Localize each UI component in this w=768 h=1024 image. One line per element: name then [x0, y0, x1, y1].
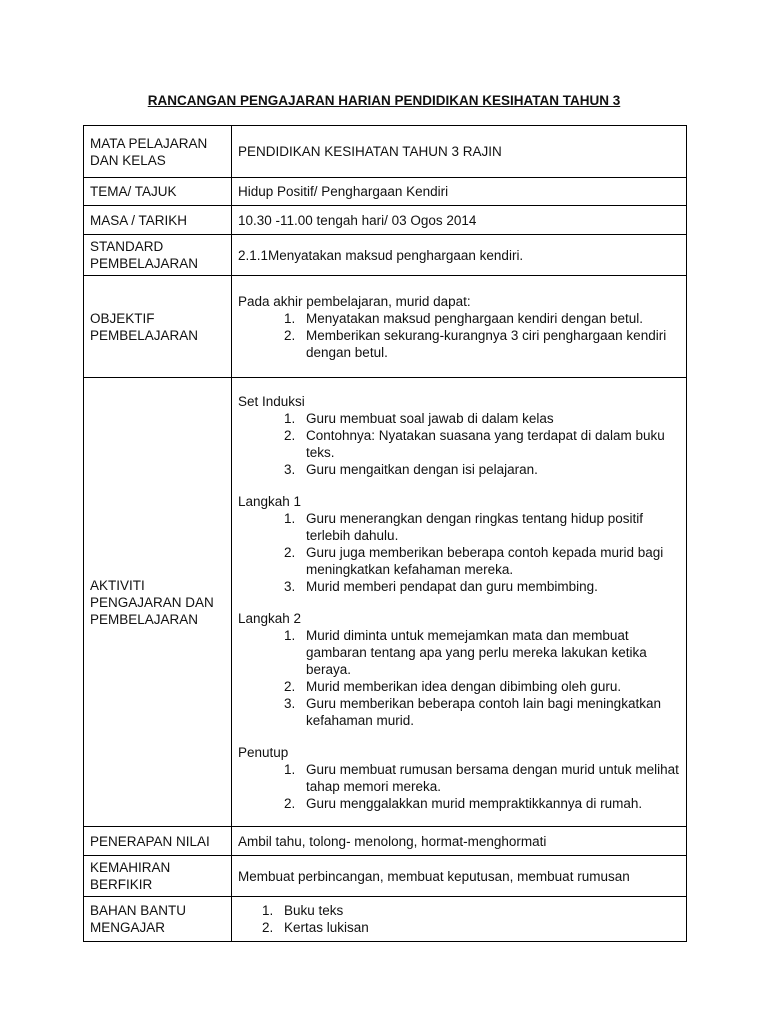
row-bahan	[84, 897, 687, 942]
list-item: Murid diminta untuk memejamkan mata dan membuat gambaran tentang apa yang perlu mereka lakukan ketika beraya.	[306, 627, 647, 677]
list-item: Guru memberikan beberapa contoh lain bagi meningkatkan kefahaman murid.	[306, 695, 661, 728]
section-langkah-2	[238, 610, 680, 729]
section-set-induksi	[238, 393, 680, 478]
list-item: Murid memberikan idea dengan dibimbing oleh guru.	[306, 678, 622, 694]
lesson-plan-table	[83, 125, 687, 942]
label-masa: MASA / TARIKH	[84, 206, 232, 235]
label-aktiviti: AKTIVITI PENGAJARAN DAN PEMBELAJARAN	[84, 378, 232, 827]
value-objektif	[232, 276, 687, 378]
label-kemahiran: KEMAHIRAN BERFIKIR	[84, 856, 232, 897]
list-item: Buku teks	[284, 903, 344, 918]
section-list	[238, 510, 680, 595]
value-mata-pelajaran: PENDIDIKAN KESIHATAN TAHUN 3 RAJIN	[232, 126, 687, 178]
row-tema	[84, 178, 687, 206]
section-langkah-1	[238, 493, 680, 595]
list-item: Guru membuat rumusan bersama dengan murid untuk melihat tahap memori mereka.	[306, 761, 679, 794]
section-list	[238, 761, 680, 812]
label-mata-pelajaran: MATA PELAJARAN DAN KELAS	[84, 126, 232, 178]
row-masa	[84, 206, 687, 235]
value-kemahiran: Membuat perbincangan, membuat keputusan, membuat rumusan	[232, 856, 687, 897]
section-heading: Set Induksi	[238, 393, 305, 409]
list-item: Guru mengaitkan dengan isi pelajaran.	[306, 461, 538, 477]
row-standard	[84, 235, 687, 276]
label-bahan: BAHAN BANTU MENGAJAR	[84, 897, 232, 942]
label-tema: TEMA/ TAJUK	[84, 178, 232, 206]
label-nilai: PENERAPAN NILAI	[84, 827, 232, 856]
label-objektif: OBJEKTIF PEMBELAJARAN	[84, 276, 232, 378]
row-mata-pelajaran	[84, 126, 687, 178]
row-kemahiran	[84, 856, 687, 897]
section-list	[238, 627, 680, 729]
list-item: Guru juga memberikan beberapa contoh kepada murid bagi meningkatkan kefahaman mereka.	[306, 544, 664, 577]
list-item: Contohnya: Nyatakan suasana yang terdapat di dalam buku teks.	[306, 427, 665, 460]
list-item: Guru membuat soal jawab di dalam kelas	[306, 410, 554, 426]
row-nilai	[84, 827, 687, 856]
value-masa: 10.30 -11.00 tengah hari/ 03 Ogos 2014	[232, 206, 687, 235]
section-heading: Langkah 1	[238, 493, 302, 509]
list-item: Guru menggalakkan murid mempraktikkannya di rumah.	[306, 795, 643, 811]
list-item: Murid memberi pendapat dan guru membimbing.	[306, 578, 598, 594]
row-aktiviti	[84, 378, 687, 827]
value-nilai: Ambil tahu, tolong- menolong, hormat-menghormati	[232, 827, 687, 856]
objektif-list	[238, 310, 680, 361]
list-item: Kertas lukisan	[284, 920, 369, 935]
bahan-list	[238, 902, 680, 936]
value-aktiviti	[232, 378, 687, 827]
section-penutup	[238, 744, 680, 812]
list-item: Guru menerangkan dengan ringkas tentang hidup positif terlebih dahulu.	[306, 510, 643, 543]
value-standard: 2.1.1Menyatakan maksud penghargaan kendiri.	[232, 235, 687, 276]
section-heading: Langkah 2	[238, 610, 302, 626]
document-title: RANCANGAN PENGAJARAN HARIAN PENDIDIKAN KESIHATAN TAHUN 3	[147, 93, 621, 108]
list-item: Menyatakan maksud penghargaan kendiri dengan betul.	[306, 310, 643, 326]
value-bahan	[232, 897, 687, 942]
objektif-intro: Pada akhir pembelajaran, murid dapat:	[238, 293, 471, 309]
section-list	[238, 410, 680, 478]
value-tema: Hidup Positif/ Penghargaan Kendiri	[232, 178, 687, 206]
label-standard: STANDARD PEMBELAJARAN	[84, 235, 232, 276]
row-objektif	[84, 276, 687, 378]
section-heading: Penutup	[238, 744, 289, 760]
list-item: Memberikan sekurang-kurangnya 3 ciri penghargaan kendiri dengan betul.	[306, 327, 667, 360]
